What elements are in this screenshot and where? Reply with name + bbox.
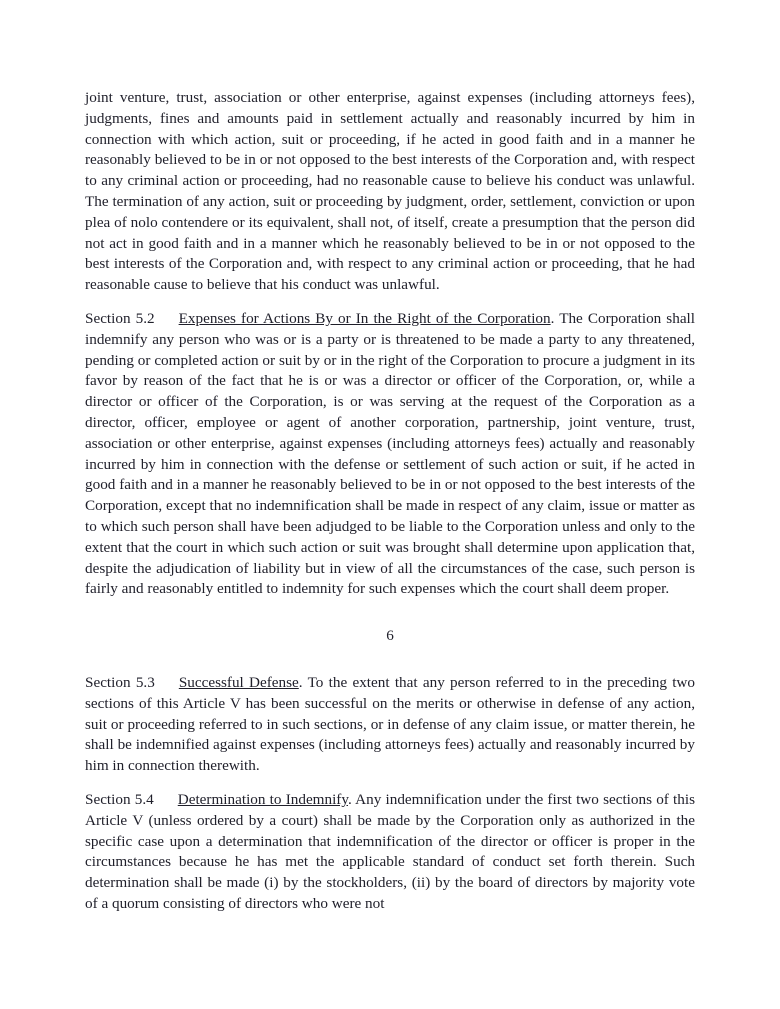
section-5-4-label: Section 5.4 <box>85 790 154 808</box>
section-5-2-title: Expenses for Actions By or In the Right of the Corporation <box>178 309 551 327</box>
section-5-3-label: Section 5.3 <box>85 673 155 691</box>
section-5-3-title: Successful Defense <box>178 673 299 691</box>
page-number: 6 <box>386 627 394 645</box>
section-5-2-label: Section 5.2 <box>85 309 155 327</box>
section-5-3-paragraph <box>85 673 695 777</box>
section-5-3-body: . To the extent that any person referred to in the preceding two sections of this Article V has been successful on the merits or otherwise in defense of any action, suit or proceeding referred to in such sections, or in defense of any claim issue, or matter therein, he shall be indemnified against expenses (including attorneys fees) actually and reasonably incurred by him in connection therewith. <box>85 673 695 775</box>
section-5-2-body: . The Corporation shall indemnify any person who was or is a party or is threatened to be made a party to any threatened, pending or completed action or suit by or in the right of the Corporation to procure a judgment in its favor by reason of the fact that he is or was a director or officer of the Corporation, or, while a director or officer of the Corporation, is or was serving at the request of the Corporation as a director, officer, employee or agent of another corporation, partnership, joint venture, trust, association or other enterprise, against expenses (including attorneys fees) actually and reasonably incurred by him in connection with the defense or settlement of such action or suit, if he acted in good faith and in a manner he reasonably believed to be in or not opposed to the best interests of the Corporation, except that no indemnification shall be made in respect of any claim, issue or matter as to which such person shall have been adjudged to be liable to the Corporation unless and only to the extent that the court in which such action or suit was brought shall determine upon application that, despite the adjudication of liability but in view of all the circumstances of the case, such person is fairly and reasonably entitled to indemnity for such expenses which the court shall deem proper. <box>85 309 695 598</box>
section-5-4-body: . Any indemnification under the first two sections of this Article V (unless ordered by a court) shall be made by the Corporation only as authorized in the specific case upon a determination that indemnification of the director or officer is proper in the circumstances because he has met the applicable standard of conduct set forth therein. Such determination shall be made (i) by the stockholders, (ii) by the board of directors by majority vote of a quorum consisting of directors who were not <box>85 790 696 912</box>
section-5-4-title: Determination to Indemnify <box>177 790 348 808</box>
continuation-paragraph: joint venture, trust, association or other enterprise, against expenses (including attorneys fees), judgments, fines and amounts paid in settlement actually and reasonably incurred by him in connection with which action, suit or proceeding, if he acted in good faith and in a manner he reasonably believed to be in or not opposed to the best interests of the Corporation and, with respect to any criminal action or proceeding, had no reasonable cause to believe his conduct was unlawful. The termination of any action, suit or proceeding by judgment, order, settlement, conviction or upon plea of nolo contendere or its equivalent, shall not, of itself, create a presumption that the person did not act in good faith and in a manner which he reasonably believed to be in or not opposed to the best interests of the Corporation and, with respect to any criminal action or proceeding, that he had reasonable cause to believe that his conduct was unlawful. <box>85 89 695 294</box>
section-5-2-paragraph <box>85 309 695 600</box>
section-5-4-paragraph <box>85 790 695 915</box>
